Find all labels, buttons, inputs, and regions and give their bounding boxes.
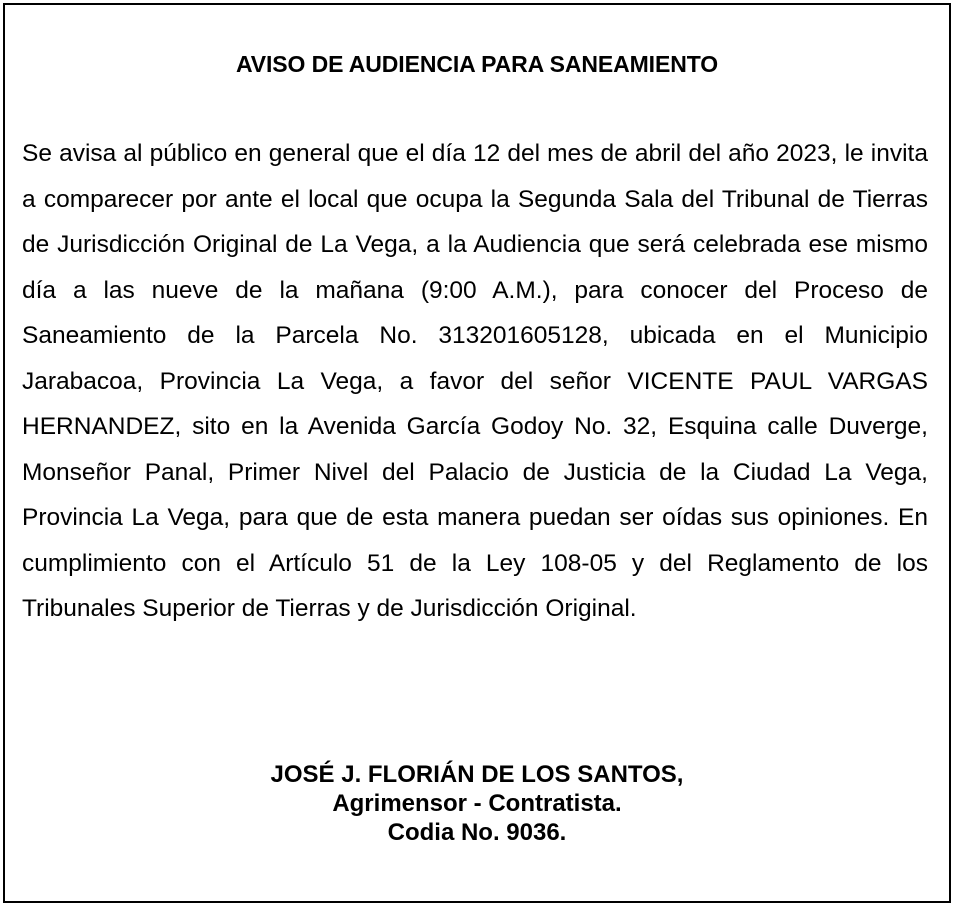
signature-codia: Codia No. 9036. <box>387 819 567 846</box>
notice-body: Se avisa al público en general que el día 12 del mes de abril del año 2023, le invita a comparecer por ante el local que ocupa la Segunda Sala del Tribunal de Tierras de Jurisdicción Original de La Vega, a la Audiencia que será celebrada ese mismo día a las nueve de la mañana (9:00 A.M.), para conocer del Proceso de Saneamiento de la Parcela No. 313201605128, ubicada en el Municipio Jarabacoa, Provincia La Vega, a favor del señor VICENTE PAUL VARGAS HERNANDEZ, sito en la Avenida García Godoy No. 32, Esquina calle Duverge, Monseñor Panal, Primer Nivel del Palacio de Justicia de la Ciudad La Vega, Provincia La Vega, para que de esta manera puedan ser oídas sus opiniones. En cumplimiento con el Artículo 51 de la Ley 108-05 y del Reglamento de los Tribunales Superior de Tierras y de Jurisdicción Original. <box>22 140 928 622</box>
signature-role: Agrimensor - Contratista. <box>332 790 622 817</box>
notice-box <box>3 3 951 903</box>
signature-name: JOSÉ J. FLORIÁN DE LOS SANTOS, <box>270 761 684 788</box>
signature-block <box>5 760 949 847</box>
notice-title: AVISO DE AUDIENCIA PARA SANEAMIENTO <box>235 51 719 77</box>
